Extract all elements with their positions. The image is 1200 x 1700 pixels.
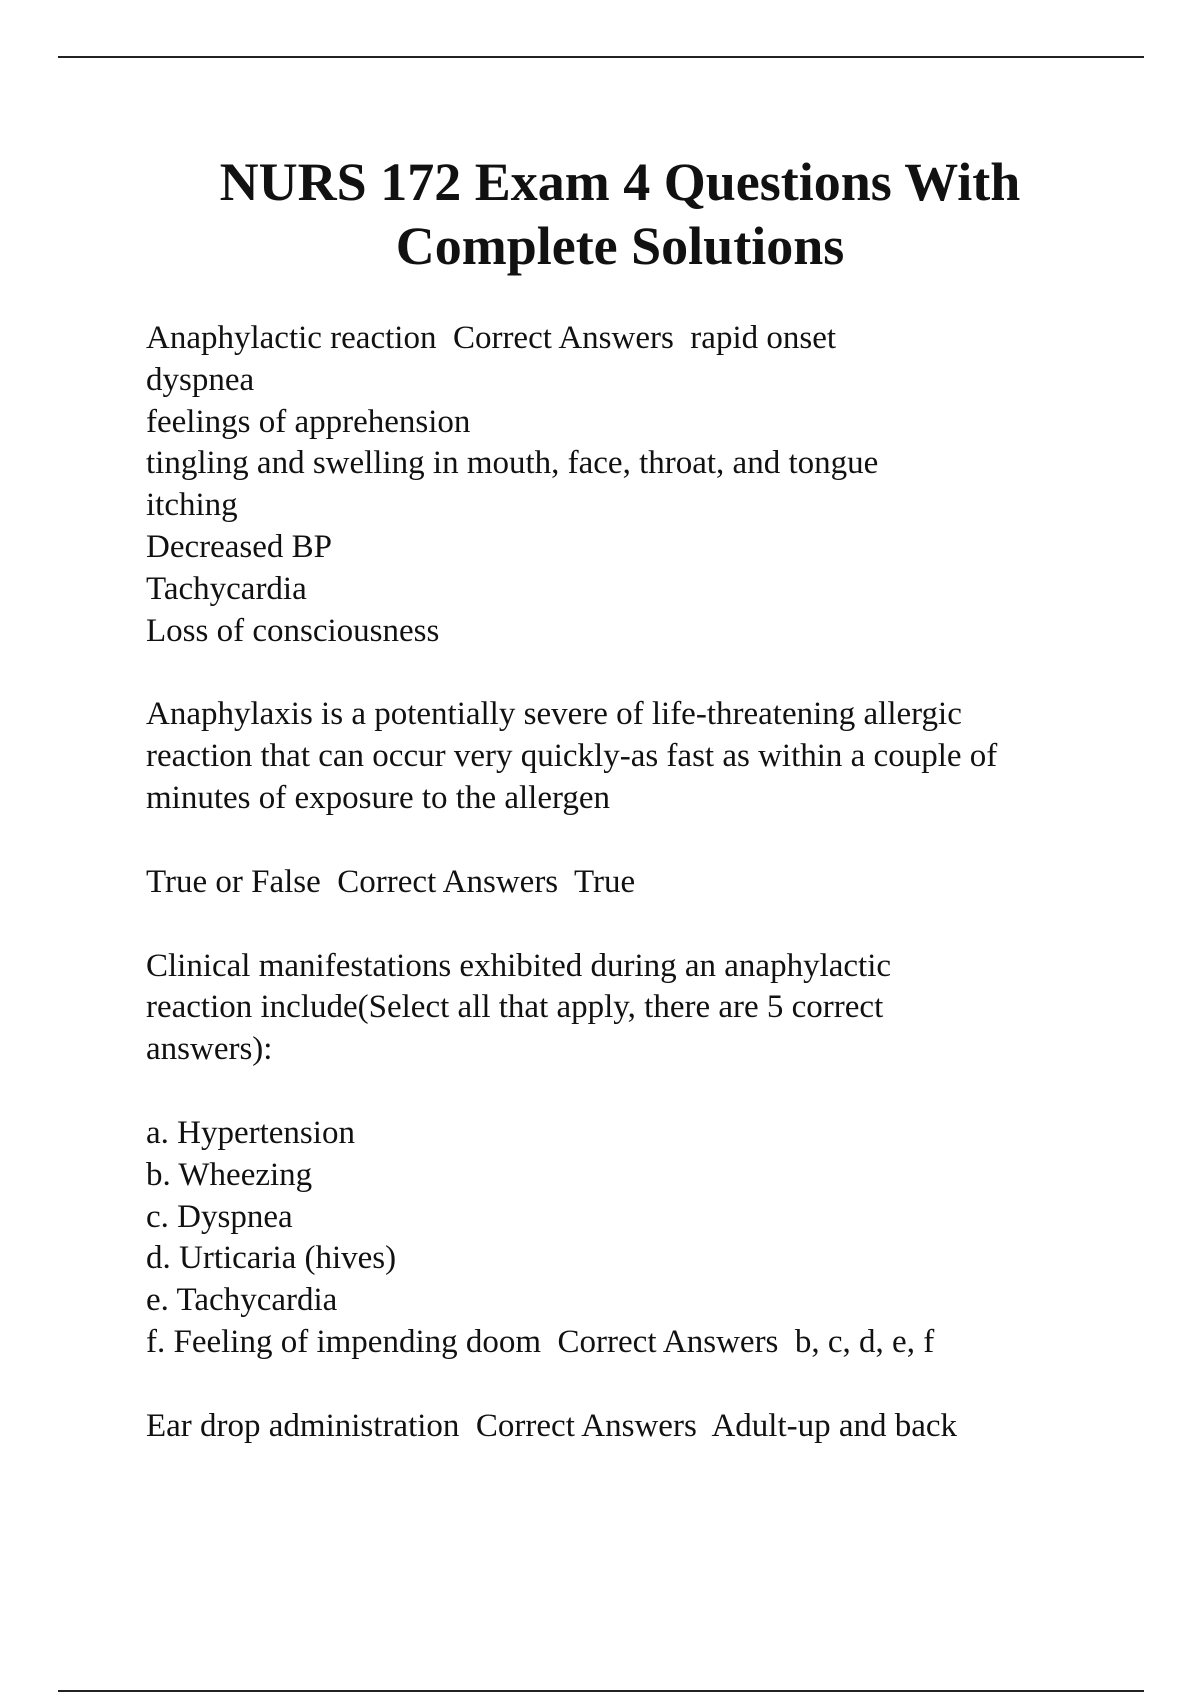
paragraph-gap [146,1071,1146,1113]
option-line: a. Hypertension [146,1114,355,1151]
text-line: Loss of consciousness [146,612,440,649]
text-line: Ear drop administration Correct Answers Adult-up and back [146,1407,958,1444]
text-line: True or False Correct Answers True [146,863,636,900]
paragraph-gap [146,904,1146,946]
text-line: answers): [146,1031,273,1068]
ear-drop-block [146,1406,1146,1448]
text-line: reaction that can occur very quickly-as fast as within a couple of [146,738,998,775]
title-line: Complete Solutions [395,216,845,276]
clinical-manifestations-question-block [146,946,1146,1071]
paragraph-gap [146,1364,1146,1406]
text-line: tingling and swelling in mouth, face, throat, and tongue [146,445,879,482]
top-rule [58,56,1144,58]
option-line: f. Feeling of impending doom Correct Answers b, c, d, e, f [146,1323,935,1360]
paragraph-gap [146,820,1146,862]
true-false-block [146,862,1146,904]
text-line: minutes of exposure to the allergen [146,779,611,816]
text-line: Clinical manifestations exhibited during an anaphylactic [146,947,892,984]
document-body [146,318,1146,1448]
text-line: Anaphylaxis is a potentially severe of life-threatening allergic [146,696,962,733]
option-line: d. Urticaria (hives) [146,1240,397,1277]
text-line: feelings of apprehension [146,403,471,440]
anaphylaxis-statement-block [146,694,1146,819]
text-line: reaction include(Select all that apply, there are 5 correct [146,989,884,1026]
document-title [60,150,1180,278]
text-line: itching [146,487,238,524]
option-line: e. Tachycardia [146,1282,338,1319]
option-line: b. Wheezing [146,1156,313,1193]
text-line: dyspnea [146,361,255,398]
answer-options-block [146,1113,1146,1364]
bottom-rule [58,1690,1144,1692]
paragraph-gap [146,652,1146,694]
text-line: Tachycardia [146,570,307,607]
text-line: Anaphylactic reaction Correct Answers rapid onset [146,320,837,356]
text-line: Decreased BP [146,528,333,565]
title-line: NURS 172 Exam 4 Questions With [219,152,1021,212]
option-line: c. Dyspnea [146,1198,293,1235]
anaphylactic-reaction-block [146,318,1146,652]
